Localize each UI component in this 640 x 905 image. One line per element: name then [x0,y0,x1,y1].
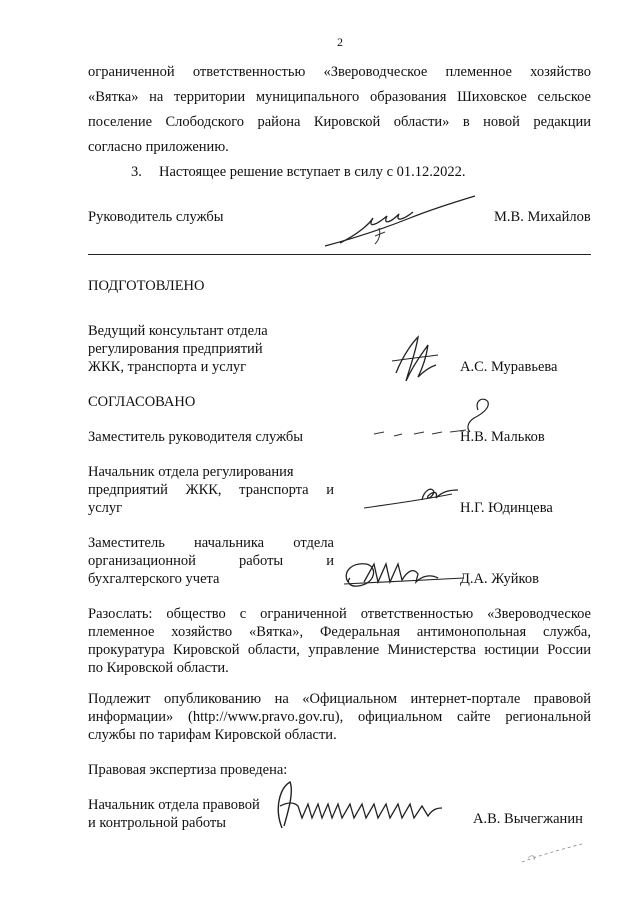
publication-line-3: службы по тарифам Кировской области. [88,727,337,743]
item-3-text: Настоящее решение вступает в силу с 01.12.2022. [159,164,466,180]
agreed-signer-1-name: Н.В. Мальков [460,429,545,445]
agreed-signer-3-position-line-3: бухгалтерского учета [88,571,220,587]
prepared-position-line-3: ЖКК, транспорта и услуг [88,359,247,375]
agreed-signer-3-signature-image [338,552,468,596]
prepared-heading: ПОДГОТОВЛЕНО [88,278,205,294]
prepared-signature-image [384,333,444,388]
publication-line-1: Подлежит опубликованию на «Официальном интернет-портале правовой [88,691,591,707]
legal-review-statement: Правовая экспертиза проведена: [88,762,288,778]
head-signer-name: М.В. Михайлов [494,209,591,225]
legal-review-name: А.В. Вычегжанин [473,811,583,827]
distribution-line-3: прокуратура Кировской области, управление Министерства юстиции России [88,642,591,658]
agreed-signer-2-signature-image [362,478,472,518]
legal-review-position-line-2: и контрольной работы [88,815,226,831]
intro-line-1: ограниченной ответственностью «Звероводческое племенное хозяйство [88,64,591,80]
agreed-signer-3-position-line-1: Заместитель начальника отдела [88,535,334,551]
page-number: 2 [337,35,343,49]
publication-line-2: информации» (http://www.pravo.gov.ru), официальном сайте региональной [88,709,591,725]
agreed-heading: СОГЛАСОВАНО [88,394,196,410]
agreed-signer-3-position-line-2: организационной работы и [88,553,334,569]
intro-line-3: поселение Слободского района Кировской области» в новой редакции [88,114,591,130]
prepared-position-line-2: регулирования предприятий [88,341,263,357]
distribution-line-4: по Кировской области. [88,660,229,676]
intro-line-2: «Вятка» на территории муниципального образования Шиховское сельское [88,89,591,105]
separator-line [88,254,591,255]
agreed-signer-2-position-line-2: предприятий ЖКК, транспорта и [88,482,334,498]
head-signer-title: Руководитель службы [88,209,224,225]
prepared-position-line-1: Ведущий консультант отдела [88,323,268,339]
margin-mark-image [518,838,588,868]
legal-review-position-line-1: Начальник отдела правовой [88,797,260,813]
agreed-signer-2-position-line-1: Начальник отдела регулирования [88,464,294,480]
agreed-signer-2-position-line-3: услуг [88,500,123,516]
legal-review-signature-image [268,778,448,834]
prepared-name: А.С. Муравьева [460,359,558,375]
head-signature-image [315,188,485,258]
agreed-signer-3-name: Д.А. Жуйков [460,571,539,587]
intro-line-4: согласно приложению. [88,139,229,155]
agreed-signer-1-position: Заместитель руководителя службы [88,429,304,445]
distribution-line-2: племенное хозяйство «Вятка», Федеральная антимонопольная служба, [88,624,591,640]
distribution-line-1: Разослать: общество с ограниченной ответственностью «Звероводческое [88,606,591,622]
item-3-number: 3. [131,164,142,180]
agreed-signer-2-name: Н.Г. Юдинцева [460,500,553,516]
